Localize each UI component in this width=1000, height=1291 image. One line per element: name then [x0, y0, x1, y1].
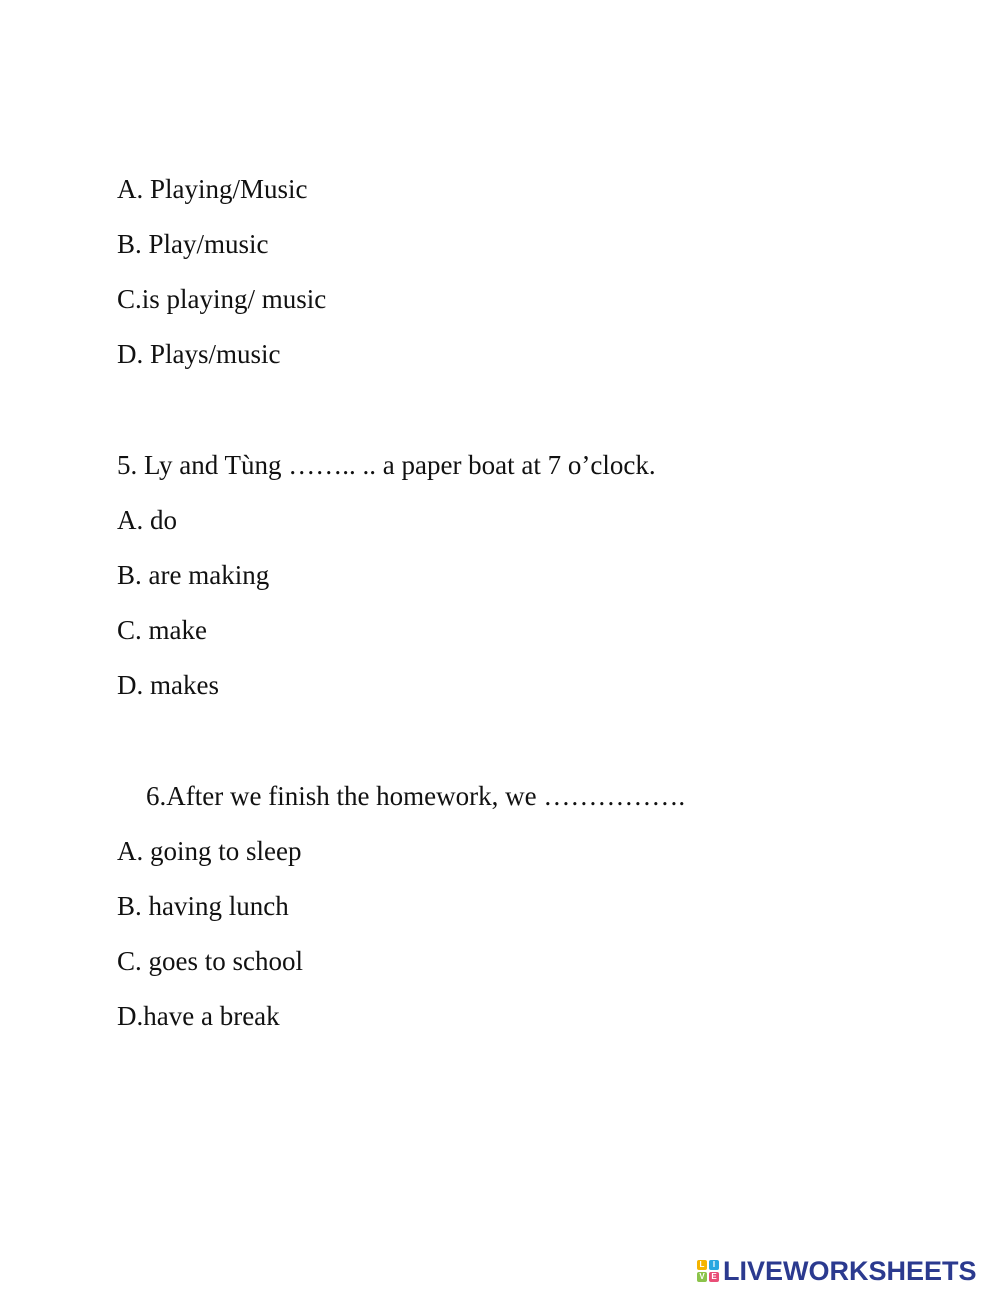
option-5b: B. are making — [117, 560, 270, 590]
option-4a: A. Playing/Music — [117, 174, 308, 204]
option-6d: D.have a break — [117, 1001, 280, 1031]
option-4d: D. Plays/music — [117, 339, 281, 369]
liveworksheets-mark-icon — [697, 1260, 719, 1282]
option-5c: C. make — [117, 615, 207, 645]
option-5d: D. makes — [117, 670, 219, 700]
option-6b: B. having lunch — [117, 891, 289, 921]
option-4c: C.is playing/ music — [117, 284, 327, 314]
option-4b: B. Play/music — [117, 229, 269, 259]
question-5-prompt: 5. Ly and Tùng …….. .. a paper boat at 7 o’clock. — [117, 450, 656, 480]
logo-wordmark: LIVEWORKSHEETS — [723, 1256, 977, 1286]
option-6a: A. going to sleep — [117, 836, 302, 866]
question-6-prompt: 6.After we finish the homework, we ……………. — [146, 781, 686, 811]
option-5a: A. do — [117, 505, 177, 535]
logo-mark-tile: E — [709, 1272, 719, 1282]
option-6c: C. goes to school — [117, 946, 303, 976]
logo-mark-tile: L — [697, 1260, 707, 1270]
logo-mark-tile: V — [697, 1272, 707, 1282]
logo-mark-tile: I — [709, 1260, 719, 1270]
liveworksheets-logo — [697, 1256, 977, 1286]
